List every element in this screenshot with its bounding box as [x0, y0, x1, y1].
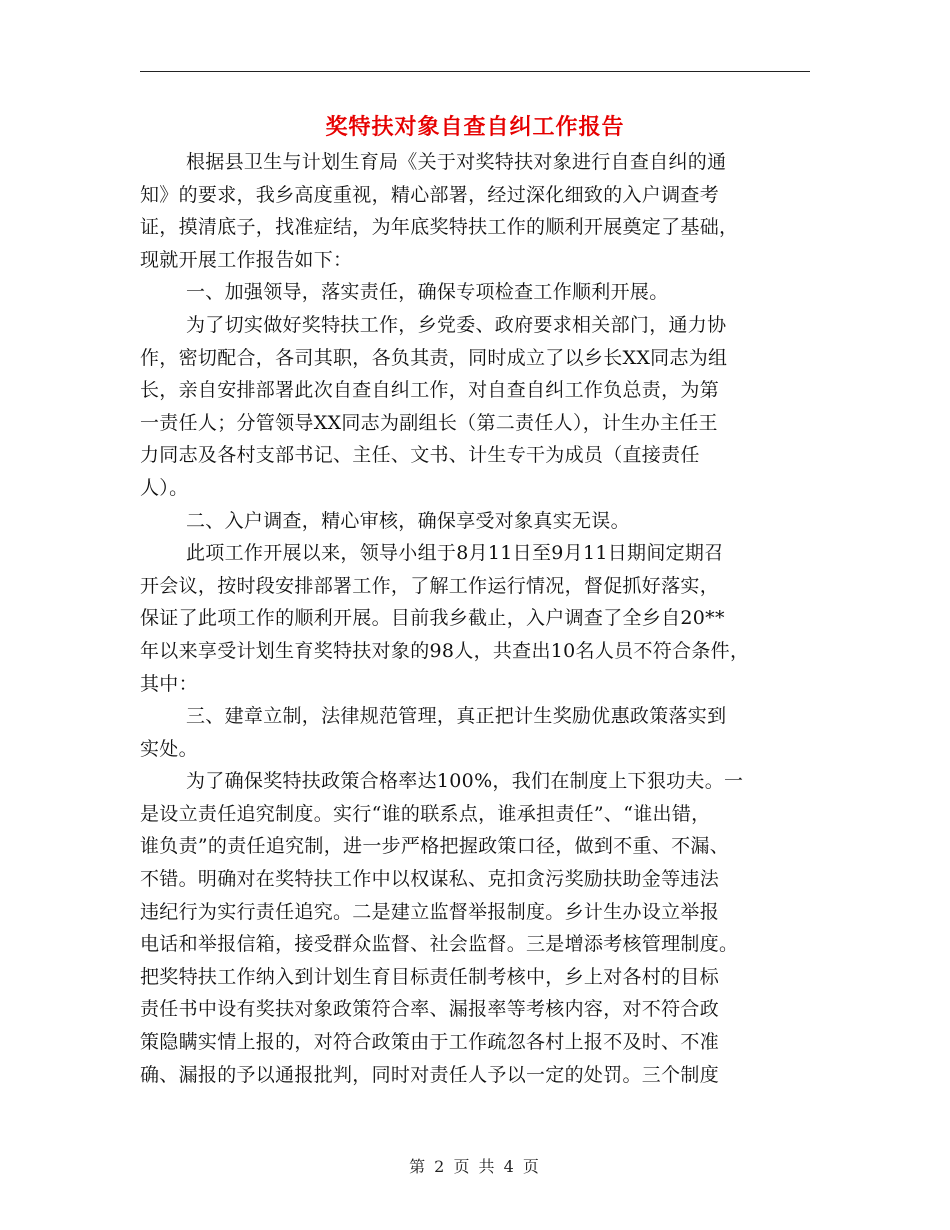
body-line: 长，亲自安排部署此次自查自纠工作，对自查自纠工作负总责，为第: [140, 379, 720, 402]
body-line: 违纪行为实行责任追究。二是建立监督举报制度。乡计生办设立举报: [140, 900, 720, 923]
page-number: 第 2 页 共 4 页: [409, 1157, 541, 1176]
body-line: 二、入户调查，精心审核，确保享受对象真实无误。: [186, 509, 630, 532]
body-line: 为了切实做好奖特扶工作，乡党委、政府要求相关部门，通力协: [186, 313, 727, 336]
body-line: 是设立责任追究制度。实行“谁的联系点，谁承担责任”、“谁出错，: [140, 802, 711, 825]
body-line: 人）。: [140, 476, 189, 499]
body-line: 一、加强领导，落实责任，确保专项检查工作顺利开展。: [186, 281, 669, 304]
body-line: 开会议，按时段安排部署工作，了解工作运行情况，督促抓好落实，: [140, 574, 720, 597]
body-line: 策隐瞒实情上报的，对符合政策由于工作疏忽各村上报不及时、不准: [140, 1031, 720, 1054]
document-body: [140, 146, 812, 1091]
body-line: 把奖特扶工作纳入到计划生育目标责任制考核中，乡上对各村的目标: [140, 965, 720, 988]
body-line: 责任书中设有奖扶对象政策符合率、漏报率等考核内容，对不符合政: [140, 998, 720, 1021]
body-line: 确、漏报的予以通报批判，同时对责任人予以一定的处罚。三个制度: [140, 1063, 720, 1086]
body-line: 作，密切配合，各司其职，各负其责，同时成立了以乡长XX同志为组: [140, 346, 728, 369]
body-line: 知》的要求，我乡高度重视，精心部署，经过深化细致的入户调查考: [140, 183, 720, 206]
body-line: 不错。明确对在奖特扶工作中以权谋私、克扣贪污奖励扶助金等违法: [140, 868, 720, 891]
document-title: 奖特扶对象自查自纠工作报告: [325, 115, 625, 140]
body-line: 谁负责”的责任追究制，进一步严格把握政策口径，做到不重、不漏、: [140, 835, 730, 858]
body-line: 力同志及各村支部书记、主任、文书、计生专干为成员（直接责任: [140, 444, 700, 467]
body-line: 其中：: [140, 672, 198, 695]
body-line: 根据县卫生与计划生育局《关于对奖特扶对象进行自查自纠的通: [186, 151, 727, 173]
body-line: 电话和举报信箱，接受群众监督、社会监督。三是增添考核管理制度。: [140, 933, 739, 956]
body-line: 现就开展工作报告如下：: [140, 248, 353, 271]
body-line: 证，摸清底子，找准症结，为年底奖特扶工作的顺利开展奠定了基础，: [140, 216, 739, 239]
body-line: 保证了此项工作的顺利开展。目前我乡截止，入户调查了全乡自20**: [140, 607, 725, 630]
body-line: 此项工作开展以来，领导小组于8月11日至9月11日期间定期召: [186, 542, 724, 565]
body-line: 为了确保奖特扶政策合格率达100%，我们在制度上下狠功夫。一: [186, 770, 744, 793]
header-rule: [140, 71, 810, 72]
body-line: 实处。: [140, 737, 198, 760]
body-line: 一责任人；分管领导XX同志为副组长（第二责任人），计生办主任王: [140, 411, 718, 434]
body-line: 三、建章立制，法律规范管理，真正把计生奖励优惠政策落实到: [186, 705, 727, 728]
body-line: 年以来享受计划生育奖特扶对象的98人，共查出10名人员不符合条件，: [140, 639, 750, 662]
